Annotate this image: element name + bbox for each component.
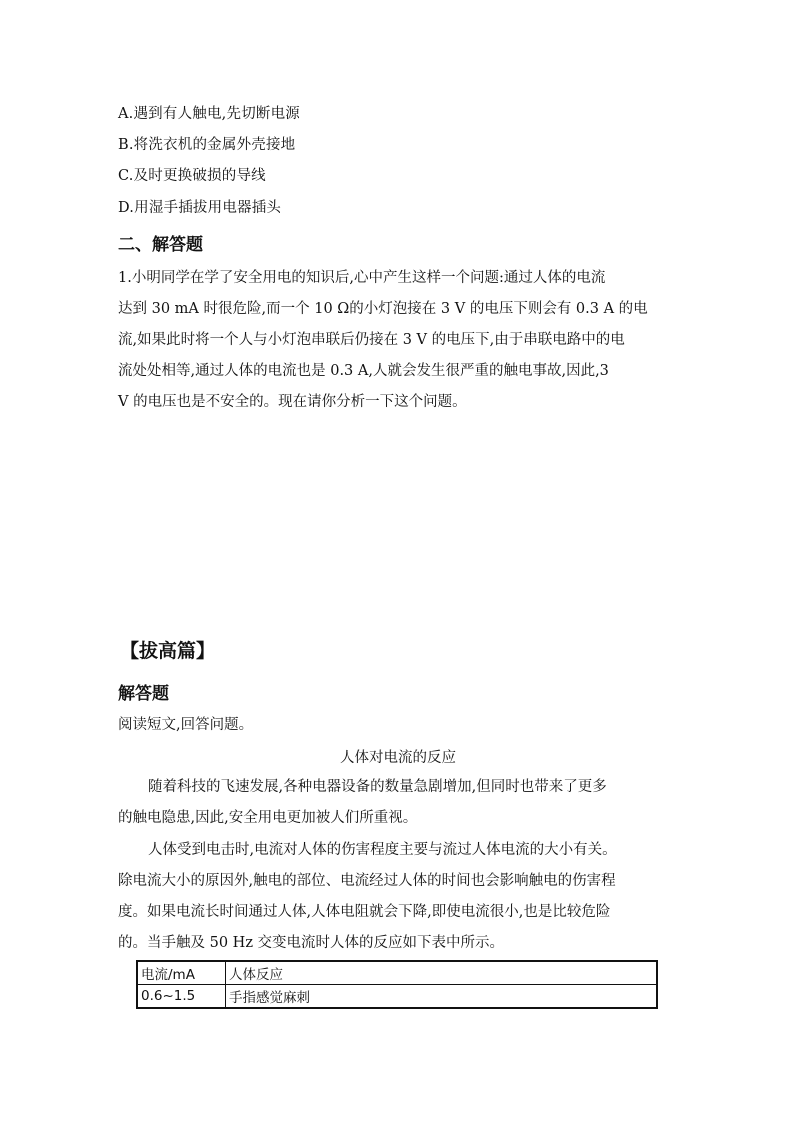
advanced-heading: 【拔高篇】 <box>120 640 216 662</box>
option-c: C.及时更换破损的导线 <box>118 168 266 184</box>
table-header-row <box>137 961 657 985</box>
question-line: 流处处相等,通过人体的电流也是 0.3 A,人就会发生很严重的触电事故,因此,3 <box>118 363 609 379</box>
table-header-cell: 电流/mA <box>137 961 226 985</box>
intro-text: 阅读短文,回答问题。 <box>118 717 254 733</box>
question-line: 1.小明同学在学了安全用电的知识后,心中产生这样一个问题:通过人体的电流 <box>118 270 606 286</box>
article-paragraph-2 <box>118 835 678 959</box>
paragraph-line: 随着科技的飞速发展,各种电器设备的数量急剧增加,但同时也带来了更多 <box>148 779 607 795</box>
paragraph-line: 度。如果电流长时间通过人体,人体电阻就会下降,即使电流很小,也是比较危险 <box>118 904 611 920</box>
article-title: 人体对电流的反应 <box>340 750 456 766</box>
table-cell: 手指感觉麻刺 <box>226 985 658 1009</box>
advanced-subheading: 解答题 <box>118 684 169 704</box>
article-paragraph-1 <box>118 772 678 834</box>
table-cell: 0.6~1.5 <box>137 985 226 1009</box>
paragraph-line: 的触电隐患,因此,安全用电更加被人们所重视。 <box>118 810 418 826</box>
question-line: V 的电压也是不安全的。现在请你分析一下这个问题。 <box>118 394 467 410</box>
option-d: D.用湿手插拔用电器插头 <box>118 200 282 216</box>
option-a: A.遇到有人触电,先切断电源 <box>118 106 300 122</box>
section-heading: 二、解答题 <box>118 235 203 255</box>
paragraph-line: 除电流大小的原因外,触电的部位、电流经过人体的时间也会影响触电的伤害程 <box>118 873 616 889</box>
paragraph-line: 的。当手触及 50 Hz 交变电流时人体的反应如下表中所示。 <box>118 935 505 951</box>
option-b: B.将洗衣机的金属外壳接地 <box>118 137 296 153</box>
paragraph-line: 人体受到电击时,电流对人体的伤害程度主要与流过人体电流的大小有关。 <box>148 842 617 858</box>
question-1 <box>118 263 678 418</box>
table-row <box>137 985 657 1009</box>
response-table <box>136 960 658 1009</box>
table-header-cell: 人体反应 <box>226 961 658 985</box>
question-line: 达到 30 mA 时很危险,而一个 10 Ω的小灯泡接在 3 V 的电压下则会有 0.3 A 的电 <box>118 301 648 317</box>
question-line: 流,如果此时将一个人与小灯泡串联后仍接在 3 V 的电压下,由于串联电路中的电 <box>118 332 625 348</box>
